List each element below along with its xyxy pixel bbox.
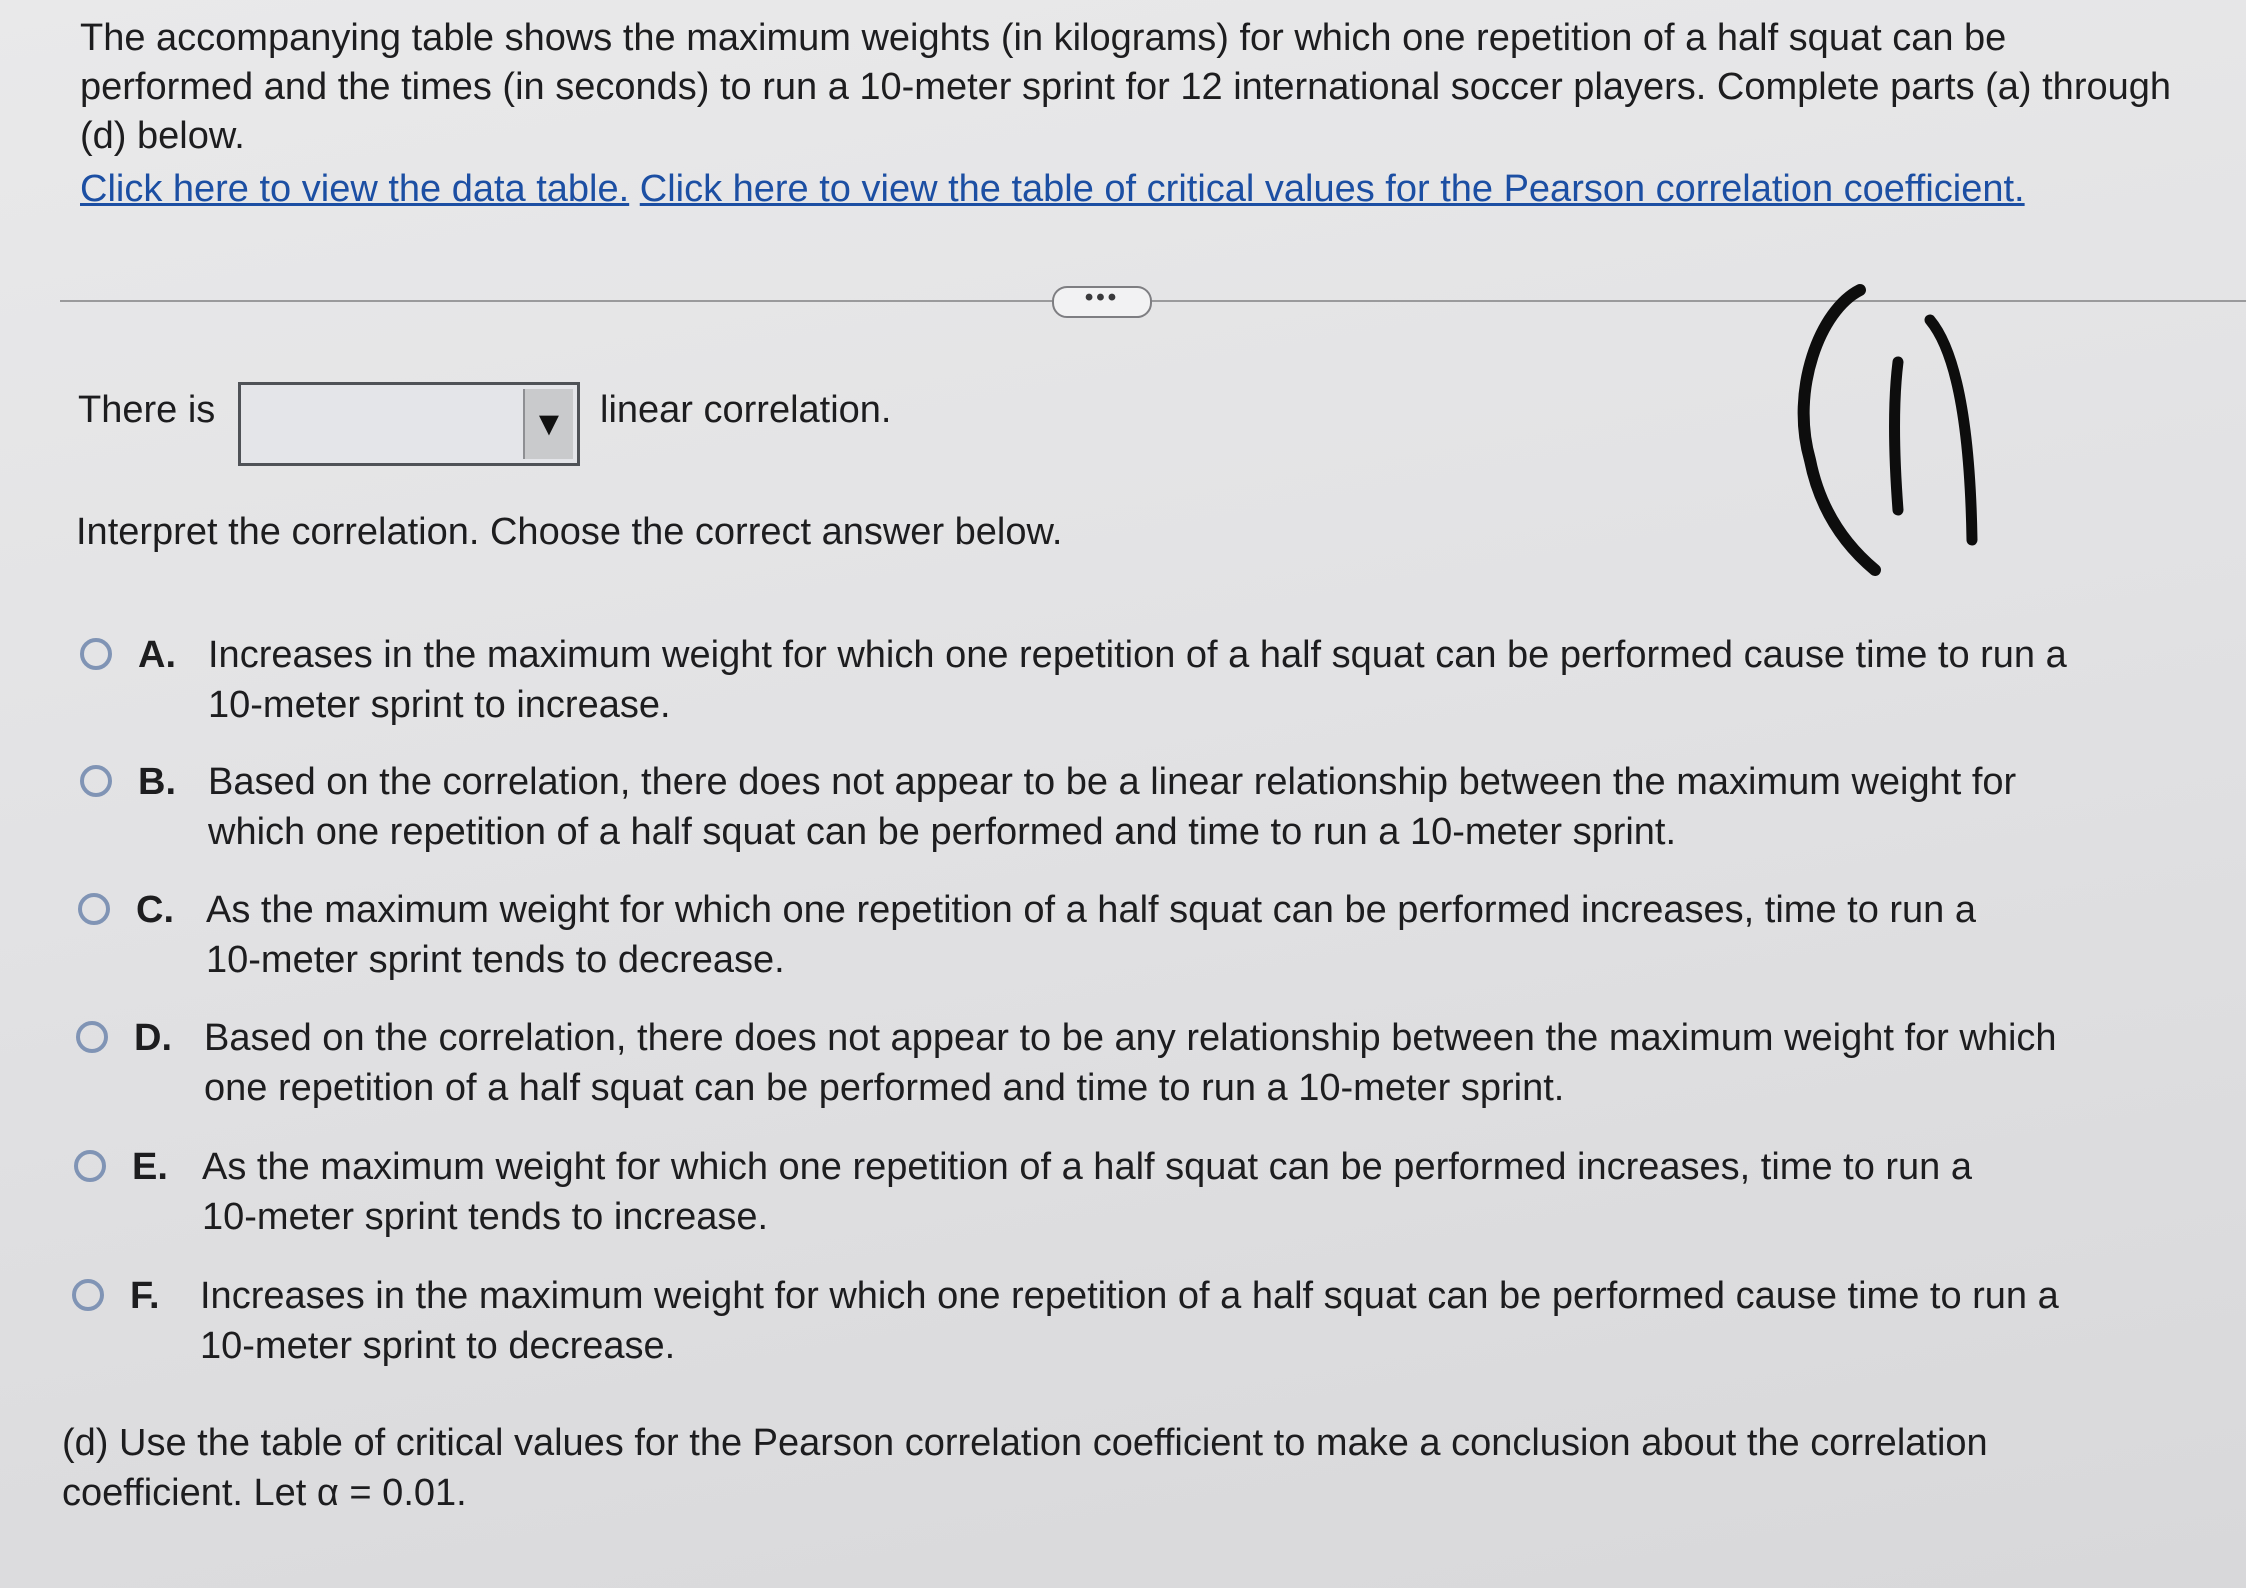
option-b-line1: Based on the correlation, there does not appear to be a linear relationship between the maximum weight for: [208, 761, 2017, 803]
radio-c[interactable]: [78, 893, 110, 925]
option-e-line1: As the maximum weight for which one repetition of a half squat can be performed increases, time to run a: [202, 1146, 1973, 1188]
option-e-text: [202, 1142, 1972, 1242]
option-d-letter: D.: [134, 1017, 172, 1059]
reference-links: [80, 164, 2025, 214]
option-b-text: [208, 757, 2016, 857]
option-e-letter: E.: [132, 1146, 168, 1188]
correlation-type-dropdown[interactable]: [238, 382, 580, 466]
option-d-line2: one repetition of a half squat can be performed and time to run a 10-meter sprint.: [204, 1067, 1565, 1109]
option-b-line2: which one repetition of a half squat can be performed and time to run a 10-meter sprint.: [208, 811, 1677, 853]
question-intro: The accompanying table shows the maximum weights (in kilograms) for which one repetition of a half squat can be performed and the times (in seconds) to run a 10-meter sprint for 12 international soccer players. Complete parts (a) through (d) below.: [80, 17, 2172, 157]
radio-f[interactable]: [72, 1279, 104, 1311]
option-d-text: [204, 1013, 2057, 1113]
handwritten-marker-doodle: [1780, 270, 2000, 590]
radio-d[interactable]: [76, 1021, 108, 1053]
radio-e[interactable]: [74, 1150, 106, 1182]
interpret-prompt: Interpret the correlation. Choose the correct answer below.: [76, 511, 1063, 553]
part-d-line1: (d) Use the table of critical values for the Pearson correlation coefficient to make a conclusion about the correlation: [62, 1422, 1988, 1464]
dropdown-arrow-icon[interactable]: ▼: [523, 389, 573, 459]
correlation-suffix: linear correlation.: [600, 389, 892, 431]
option-c-line2: 10-meter sprint tends to decrease.: [206, 939, 785, 981]
option-a-line2: 10-meter sprint to increase.: [208, 684, 671, 726]
option-c-text: [206, 885, 1976, 985]
option-b-letter: B.: [138, 761, 176, 803]
radio-a[interactable]: [80, 638, 112, 670]
radio-b[interactable]: [80, 765, 112, 797]
option-f-line1: Increases in the maximum weight for which one repetition of a half squat can be performed cause time to run a: [200, 1275, 2059, 1317]
option-e-line2: 10-meter sprint tends to increase.: [202, 1196, 769, 1238]
more-options-button[interactable]: •••: [1052, 286, 1152, 318]
option-a-text: [208, 630, 2067, 730]
option-a-line1: Increases in the maximum weight for which one repetition of a half squat can be performed cause time to run a: [208, 634, 2067, 676]
option-c-letter: C.: [136, 889, 174, 931]
option-f-text: [200, 1271, 2059, 1371]
option-d-line1: Based on the correlation, there does not appear to be any relationship between the maximum weight for which: [204, 1017, 2057, 1059]
option-f-line2: 10-meter sprint to decrease.: [200, 1325, 676, 1367]
part-d-question: [62, 1418, 2202, 1518]
option-a-letter: A.: [138, 634, 176, 676]
data-table-link[interactable]: Click here to view the data table.: [80, 168, 630, 210]
part-d-line2: coefficient. Let α = 0.01.: [62, 1472, 467, 1514]
critical-values-link[interactable]: Click here to view the table of critical values for the Pearson correlation coefficient.: [639, 168, 2025, 210]
option-f-letter: F.: [130, 1275, 160, 1317]
correlation-prefix: There is: [78, 389, 216, 431]
option-c-line1: As the maximum weight for which one repetition of a half squat can be performed increases, time to run a: [206, 889, 1977, 931]
